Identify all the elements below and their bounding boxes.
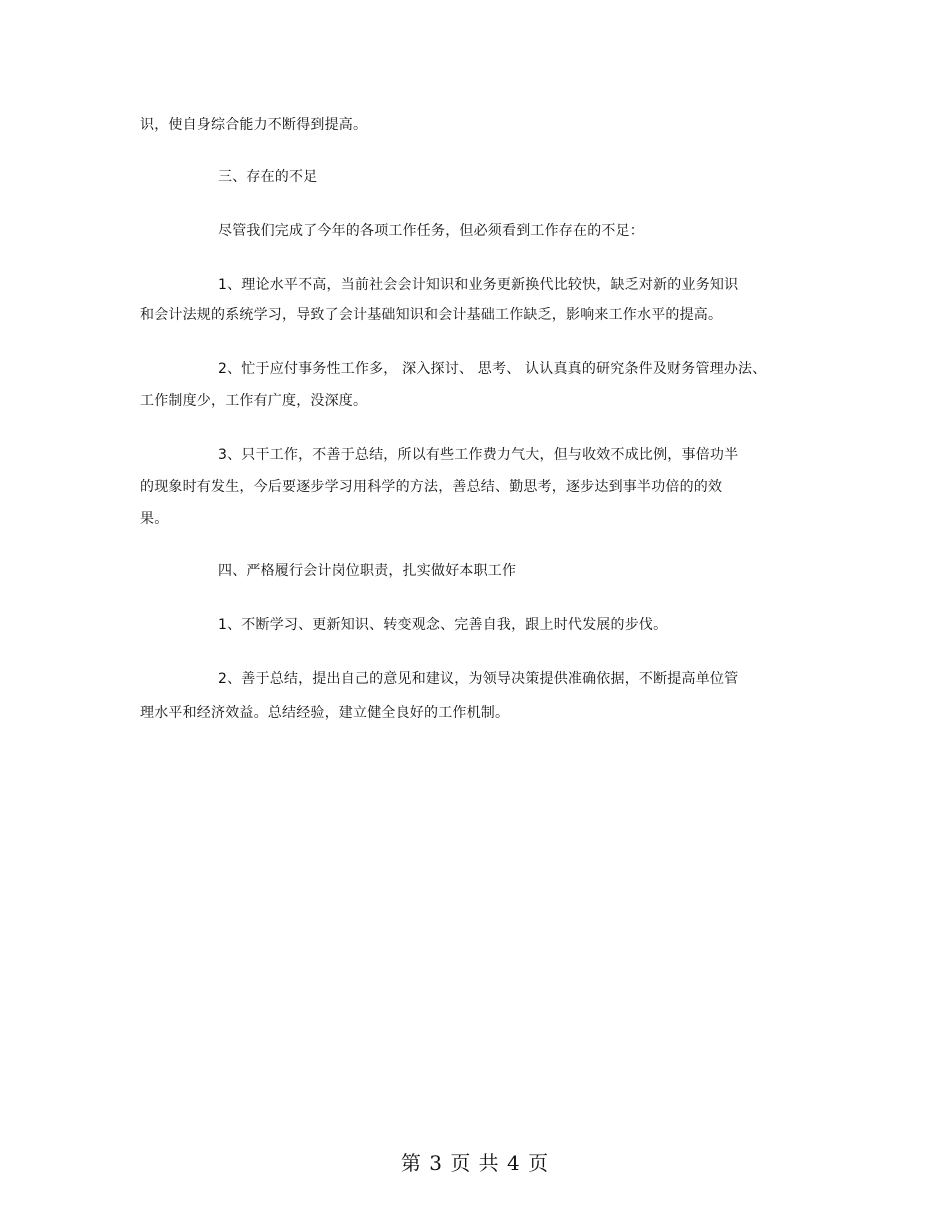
text-line-3: 尽管我们完成了今年的各项工作任务，但必须看到工作存在的不足： xyxy=(218,223,644,239)
text-line-12: 1、不断学习、更新知识、转变观念、完善自我，跟上时代发展的步伐。 xyxy=(218,617,668,633)
text-line-1: 识，使自身综合能力不断得到提高。 xyxy=(140,117,368,133)
text-line-8: 3、只干工作，不善于总结，所以有些工作费力气大，但与收效不成比例，事倍功半 xyxy=(218,447,739,463)
page-number-footer: 第 3 页 共 4 页 xyxy=(400,1151,550,1175)
text-line-6: 2、忙于应付事务性工作多， 深入探讨、 思考、 认认真真的研究条件及财务管理办法、 xyxy=(218,361,767,377)
section-heading-shortcomings: 三、存在的不足 xyxy=(218,169,318,185)
section-heading-duties: 四、严格履行会计岗位职责，扎实做好本职工作 xyxy=(218,563,517,579)
text-line-4: 1、理论水平不高，当前社会会计知识和业务更新换代比较快，缺乏对新的业务知识 xyxy=(218,277,739,293)
text-line-13: 2、善于总结，提出自己的意见和建议，为领导决策提供准确依据，不断提高单位管 xyxy=(218,671,739,687)
text-line-7: 工作制度少，工作有广度，没深度。 xyxy=(140,393,368,409)
text-line-9: 的现象时有发生，今后要逐步学习用科学的方法，善总结、勤思考，逐步达到事半功倍的的效 xyxy=(140,479,723,495)
text-line-10: 果。 xyxy=(140,511,169,527)
text-line-5: 和会计法规的系统学习，导致了会计基础知识和会计基础工作缺乏，影响来工作水平的提高。 xyxy=(140,307,723,323)
text-line-14: 理水平和经济效益。总结经验，建立健全良好的工作机制。 xyxy=(140,705,510,721)
